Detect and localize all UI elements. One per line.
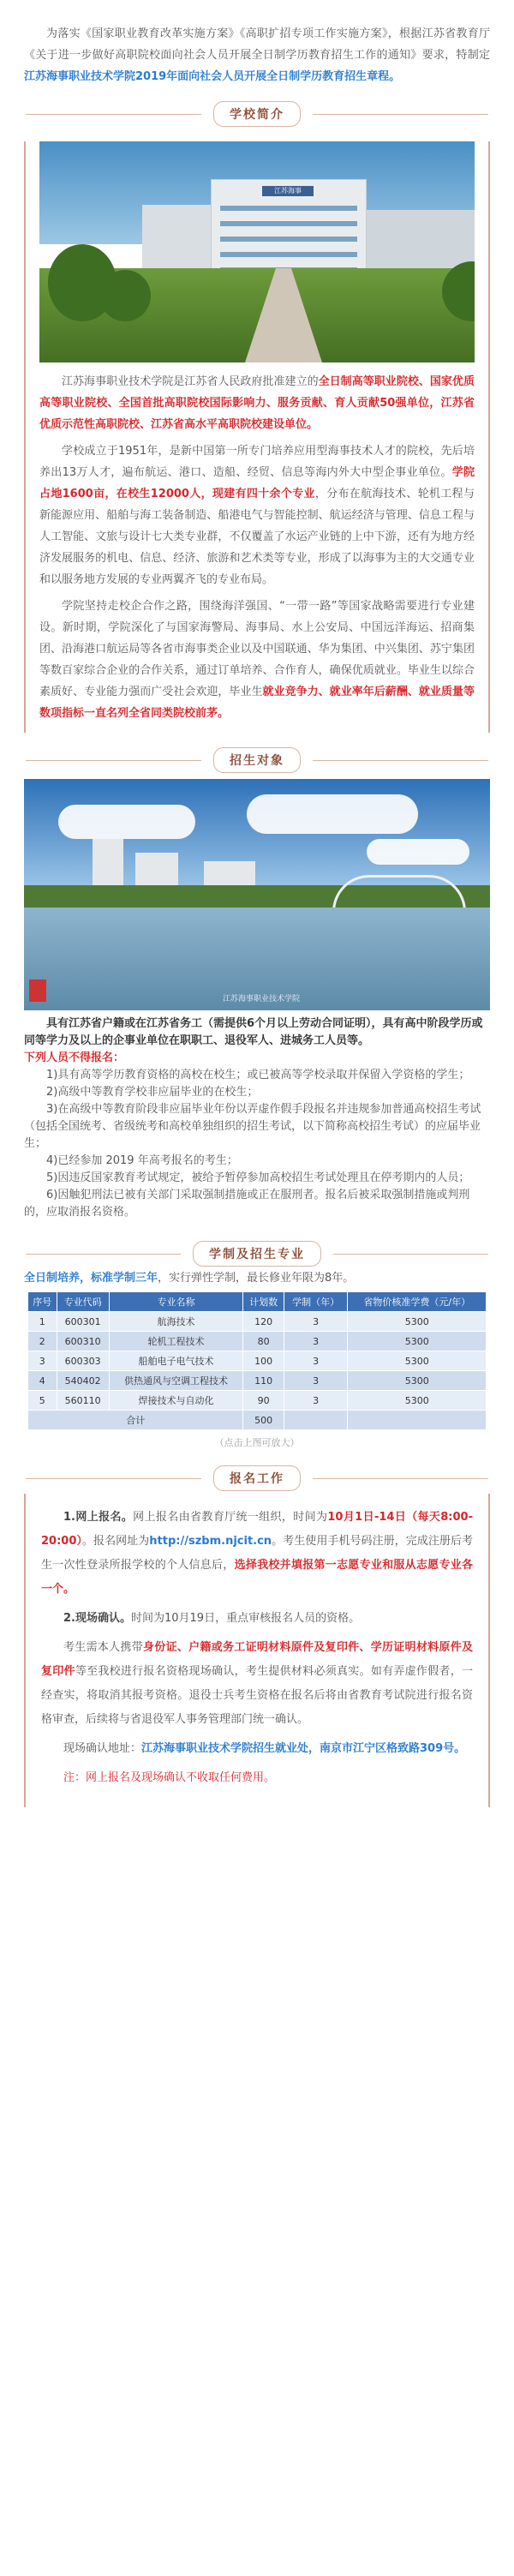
paragraph-highlight: 全日制高等职业院校、国家优质高等职业院校、全国首批高职院校国际影响力、服务贡献、育人贡献50强单位，江苏省优质示范性高职院校、江苏省高水平高职院校建设单位。 [39,375,475,431]
step-title: 2.现场确认。 [63,1612,131,1625]
section-heading-school [26,99,488,129]
table-row [28,1391,487,1411]
cell [348,1411,487,1430]
cell: 3 [284,1351,348,1371]
step-text: 时间为10月19日，重点审核报名人员的资格。 [130,1612,361,1625]
divider [26,1254,181,1255]
section-heading-plan [26,1238,488,1269]
table-row [28,1332,487,1351]
plan-highlight: 全日制培养，标准学制三年 [24,1272,158,1285]
cell: 3 [284,1391,348,1411]
total-label: 合计 [28,1411,243,1430]
exclusion-item: 1)具有高等学历教育资格的高校在校生；或已被高等学校录取并保留入学资格的学生； [46,1069,470,1081]
exclusion-item: 5)因违反国家教育考试规定，被给予暂停参加高校招生考试处理且在停考期内的人员； [46,1171,470,1184]
photo-watermark: 江苏海事职业技术学院 [223,995,301,1003]
cell: 轮机工程技术 [109,1332,243,1351]
divider [26,760,201,761]
cell: 600303 [57,1351,109,1371]
divider [313,760,488,761]
cell: 5300 [348,1391,487,1411]
section-title: 学校简介 [213,101,301,127]
col-header: 序号 [28,1292,57,1312]
intro-text: 为落实《国家职业教育改革实施方案》《高职扩招专项工作实施方案》，根据江苏省教育厅《关于进一步做好高职院校面向社会人员开展全日制学历教育招生工作的通知》要求，特制定 [24,27,490,62]
registration-onsite [41,1607,473,1631]
cell: 供热通风与空调工程技术 [109,1371,243,1391]
step-highlight: 身份证、户籍或务工证明材料原件及复印件、学历证明材料原件及复印件 [41,1641,473,1678]
majors-table[interactable] [27,1291,487,1430]
cell: 110 [243,1371,284,1391]
campus-photo[interactable] [39,141,475,362]
paragraph-text: 新时期，学院深化了与国家海警局、海事局、水上公安局、中国远洋海运、招商集团、沿海港口航运局等各省市海事类企业以及中国联通、华为集团、中兴集团、苏宁集团等数百家综合企业的合作关系，通过订单培养、合作育人，确保优质就业。毕业生以综合素质好、专业能力强而广受社会欢迎，毕业生 [39,621,475,698]
divider [26,114,201,115]
cell: 120 [243,1312,284,1332]
cell: 2 [28,1332,57,1351]
cell: 600310 [57,1332,109,1351]
step-date: 10月1日-14日（每天8:00-20:00） [41,1511,473,1548]
exclusion-item: 3)在高级中等教育阶段非应届毕业年份以弄虚作假手段报名并违规参加普通高校招生考试（包括全国统考、省级统考和高校单独组织的招生考试，以下简称高校招生考试）的应届毕业生； [24,1103,481,1150]
col-header: 学制（年） [284,1292,348,1312]
cell: 3 [284,1332,348,1351]
table-row [28,1351,487,1371]
cell: 5300 [348,1371,487,1391]
school-paragraph [39,596,475,733]
cell: 3 [284,1371,348,1391]
registration-url-link[interactable]: http://szbm.njcit.cn [149,1535,272,1548]
exclusion-item: 4)已经参加 2019 年高考报名的考生； [46,1154,238,1167]
cell: 80 [243,1332,284,1351]
building-sign: 江苏海事 [262,186,314,196]
photo-bridge [332,875,466,912]
cell: 3 [28,1351,57,1371]
divider [313,1478,488,1479]
divider [26,1478,201,1479]
table-caption: （点击上图可放大） [214,1437,300,1448]
cell: 5300 [348,1312,487,1332]
cell: 560110 [57,1391,109,1411]
cell: 540402 [57,1371,109,1391]
cell: 5300 [348,1351,487,1371]
section-heading-target [26,745,488,776]
section-title: 学制及招生专业 [193,1241,321,1267]
section-title: 报名工作 [213,1465,301,1491]
section-title: 招生对象 [213,747,301,773]
cell: 600301 [57,1312,109,1332]
eligibility-block [24,1015,490,1221]
intro-highlight: 江苏海事职业技术学院2019年面向社会人员开展全日制学历教育招生章程。 [24,70,401,83]
eligibility-lead: 具有江苏省户籍或在江苏省务工（需提供6个月以上劳动合同证明），具有高中阶段学历或同等学力及以上的企事业单位在职职工、退役军人、进城务工人员等。 [24,1017,483,1047]
intro-paragraph [0,11,514,87]
step-text: 等至我校进行报名资格现场确认，考生提供材料必须真实。如有弄虚作假者，一经查实，将取消其报考资格。退役士兵考生资格在报名后将由省教育考试院进行报名资格审查，后续将与省退役军人事务管理部门统一确认。 [41,1665,473,1726]
exclusion-item: 6)因触犯刑法已被有关部门采取强制措施或正在服刑者。报名后被采取强制措施或判刑的，应取消报名资格。 [24,1189,470,1219]
table-total-row [28,1411,487,1430]
paragraph-highlight: 就业竞争力、就业率年后薪酬、就业质量等数项指标一直名列全省同类院校前茅。 [39,686,475,720]
col-header: 专业名称 [109,1292,243,1312]
divider [313,114,488,115]
cell: 5300 [348,1332,487,1351]
cell: 4 [28,1371,57,1391]
registration-box [24,1494,490,1807]
cell: 航海技术 [109,1312,243,1332]
table-row [28,1312,487,1332]
paragraph-text: 学校成立于1951年，是新中国第一所专门培养应用型海事技术人才的院校，先后培养出13万人才，遍布航运、港口、造船、经贸、信息等海内外大中型企事业单位。 [39,445,475,479]
table-header-row [28,1292,487,1312]
cell: 90 [243,1391,284,1411]
registration-online [41,1506,473,1602]
step-title: 1.网上报名。 [63,1511,134,1524]
plan-text: ，实行弹性学制，最长修业年限为8年。 [158,1272,355,1285]
section-heading-registration [26,1463,488,1494]
total-value: 500 [243,1411,284,1430]
cell: 焊接技术与自动化 [109,1391,243,1411]
step-text: 。报名网址为 [81,1535,150,1548]
paragraph-text: 江苏海事职业技术学院是江苏省人民政府批准建立的 [62,375,319,388]
step-text: 。考生使用手机号码注册，完成注册后考生一次性登录所报学校的个人信息后， [41,1535,473,1572]
divider [333,1254,488,1255]
exclusion-item: 2)高级中等教育学校非应届毕业的在校生； [46,1086,259,1099]
school-paragraph [39,371,475,435]
step-text: 考生需本人携带 [63,1641,143,1654]
plan-description [24,1269,490,1288]
registration-note: 注：网上报名及现场确认不收取任何费用。 [63,1771,276,1784]
paragraph-highlight: 学院占地1600亩，在校生12000人，现建有四十余个专业 [39,466,475,500]
lake-photo[interactable] [24,779,490,1010]
cell: 3 [284,1312,348,1332]
registration-address [41,1737,473,1761]
cell: 1 [28,1312,57,1332]
exclusion-label: 下列人员不得报名： [24,1051,125,1064]
paragraph-text: ，分布在航海技术、轮机工程与新能源应用、船舶与海工装备制造、船港电气与智能控制、航运经济与管理、信息工程与人工智能、文旅与设计七大类专业群，不仅覆盖了水运产业链的上中下游，还有为地方经济发展服务的机电、信息、经济、旅游和艺术类等专业，形成了以海事为主的大交通专业和以服务地方发展的专业两翼齐飞的专业布局。 [39,488,475,586]
cell [284,1411,348,1430]
step-highlight: 选择我校并填报第一志愿专业和服从志愿专业各一个。 [41,1559,473,1596]
col-header: 计划数 [243,1292,284,1312]
col-header: 省物价核准学费（元/年） [348,1292,487,1312]
cell: 5 [28,1391,57,1411]
registration-materials [41,1636,473,1732]
col-header: 专业代码 [57,1292,109,1312]
step-text: 网上报名由省教育厅统一组织，时间为 [133,1511,328,1524]
cell: 100 [243,1351,284,1371]
table-row [28,1371,487,1391]
address-text: 江苏海事职业技术学院招生就业处，南京市江宁区格致路309号。 [141,1742,466,1755]
paragraph-text: 学院坚持走校企合作之路，围绕海洋强国、“一带一路”等国家战略需要进行专业建设。 [39,600,475,634]
school-intro-box [24,141,490,733]
article [0,11,514,1807]
cell: 船舶电子电气技术 [109,1351,243,1371]
step-text: 现场确认地址： [63,1742,142,1755]
seal-stamp [29,979,46,1002]
school-paragraph [39,440,475,590]
